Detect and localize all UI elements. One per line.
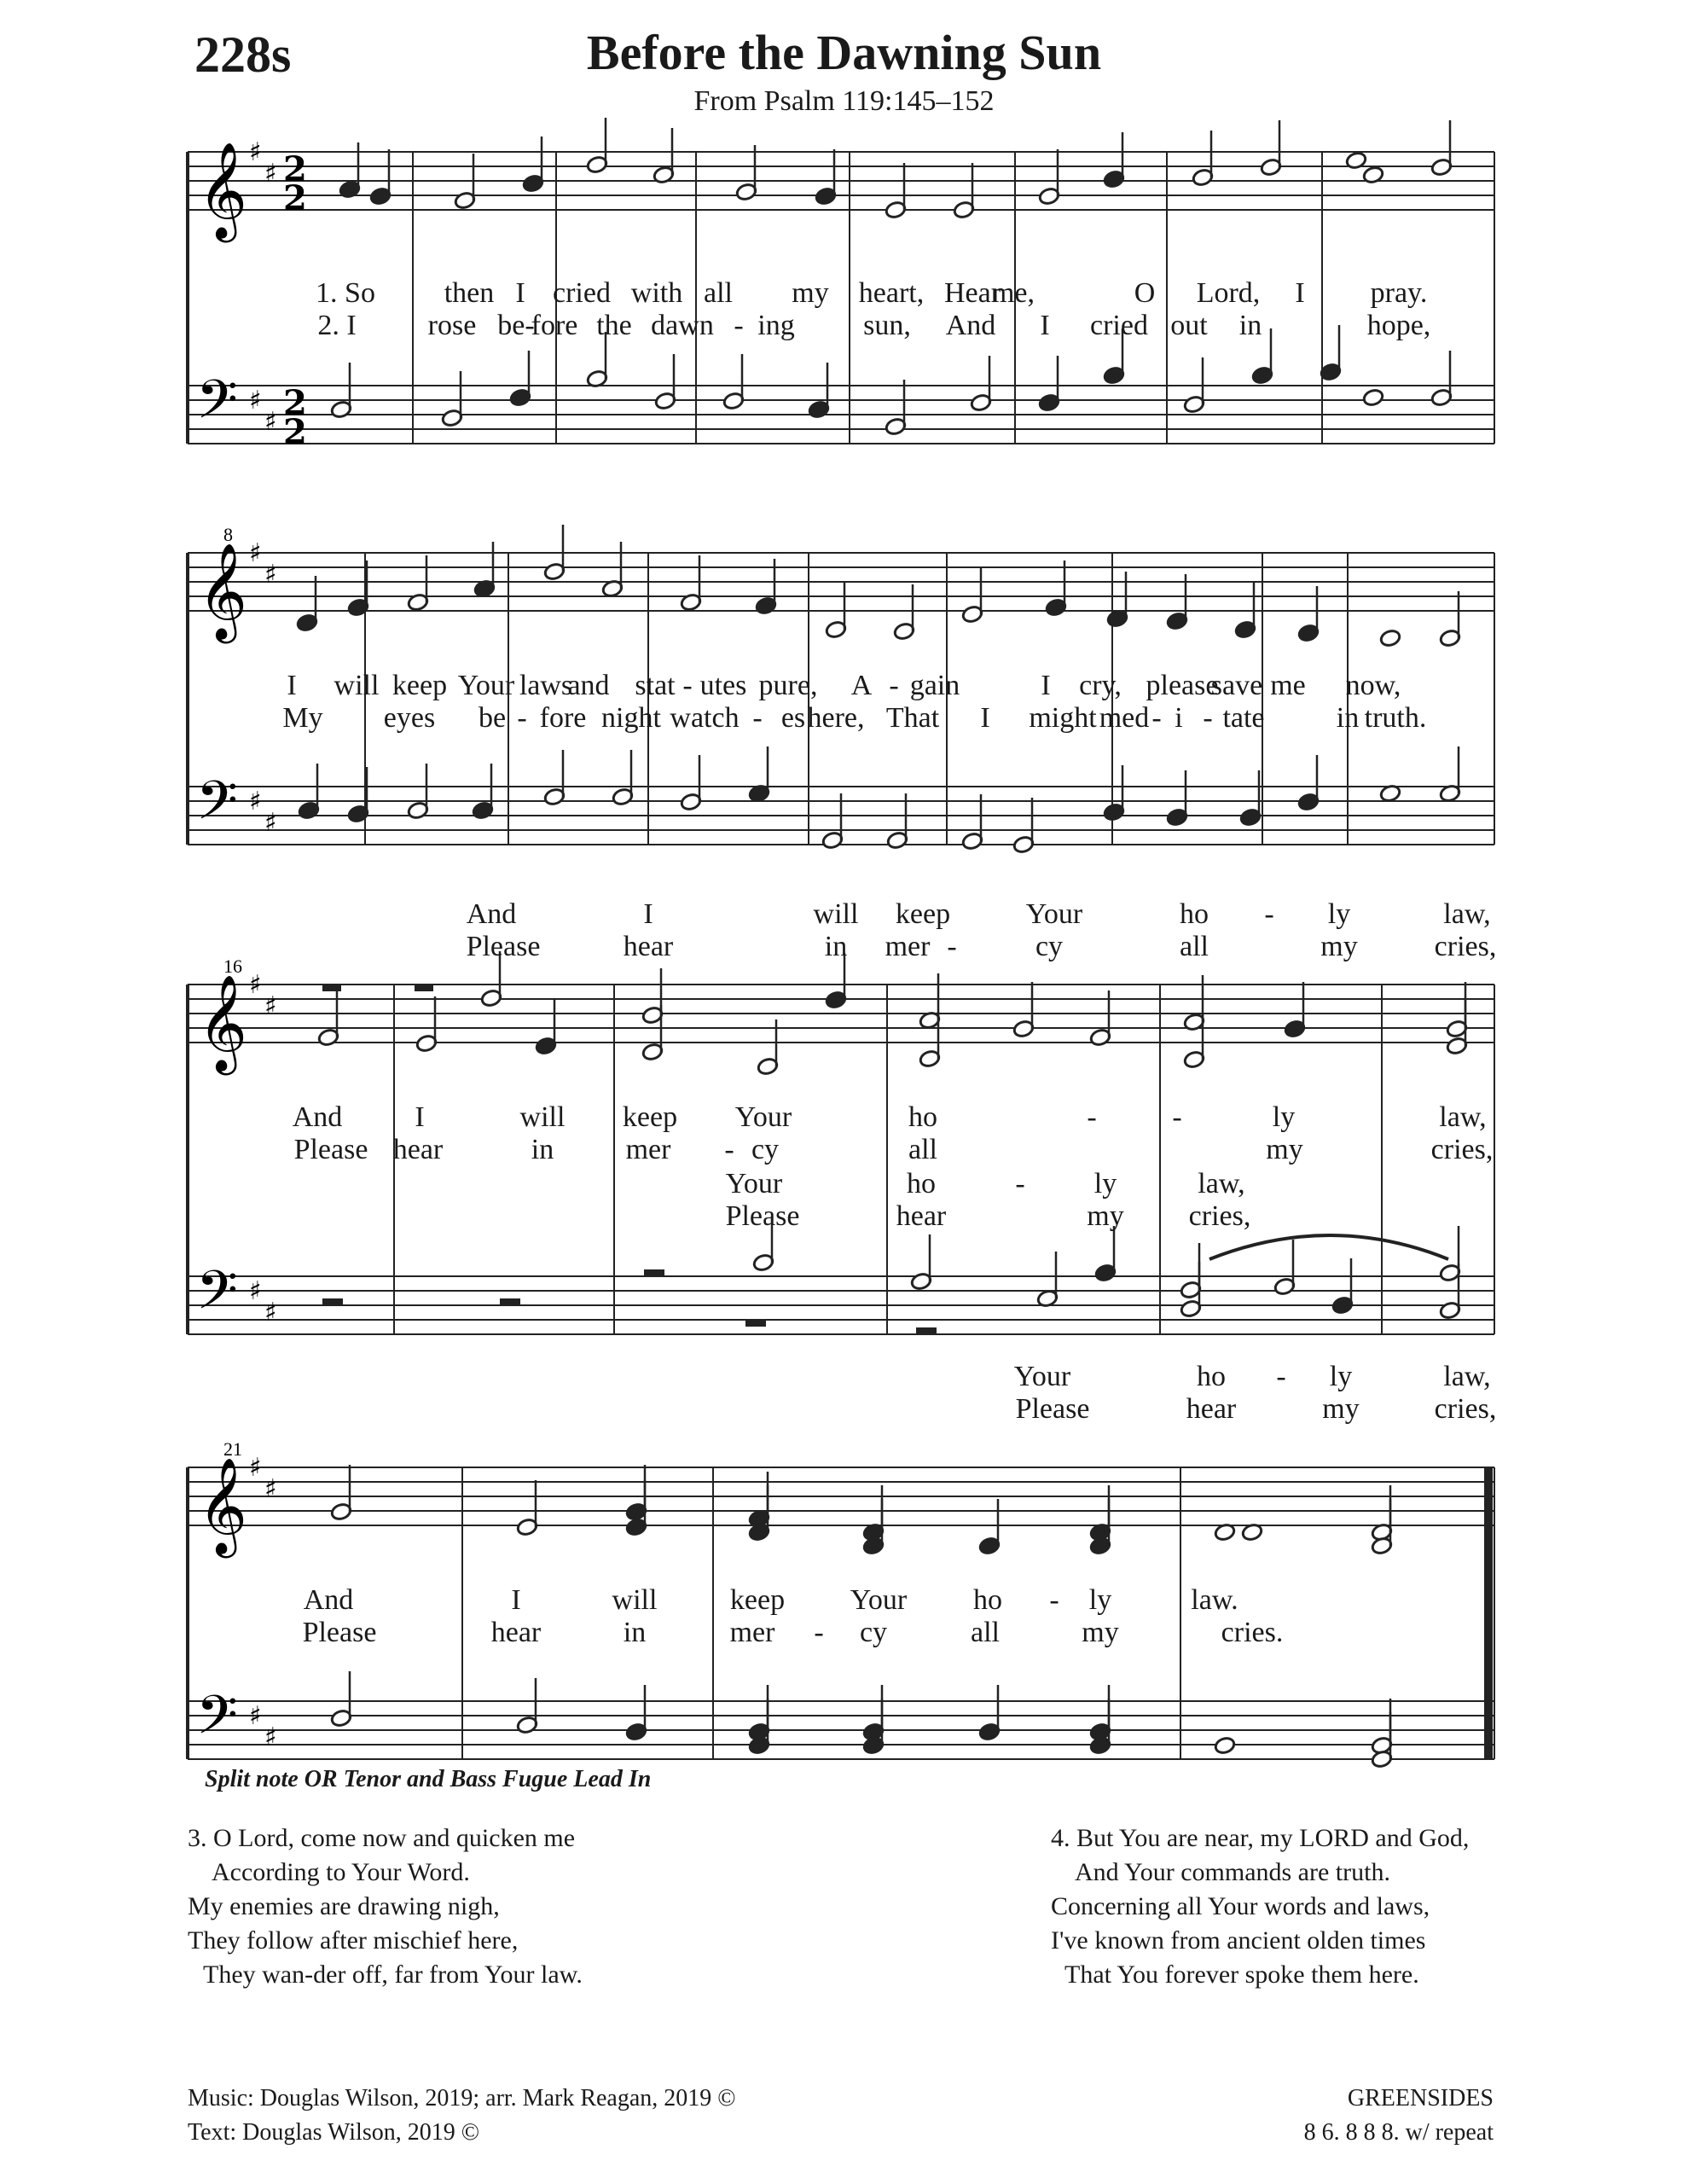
treble-clef-icon: 𝄞 (198, 974, 247, 1072)
bass-clef-icon: 𝄢 (196, 1258, 238, 1334)
lyric-verse-2: cy (859, 1617, 888, 1648)
lyric-verse-2: in (623, 1617, 647, 1648)
lyric-tenor-verse-1: ho (907, 1168, 936, 1199)
lyric-bass-verse-1: Your (1013, 1361, 1071, 1392)
lyric-verse-2: be (478, 702, 507, 734)
lyric-tenor-verse-2: hear (896, 1200, 947, 1232)
lyric-soprano-verse-1: ho (1180, 898, 1209, 930)
sharp-icon: ♯ (264, 808, 277, 838)
lyric-tenor-verse-2: cries, (1188, 1200, 1251, 1232)
lyric-verse-1: then (444, 277, 495, 309)
sharp-icon: ♯ (249, 386, 262, 415)
tune-info (1304, 2082, 1494, 2150)
lyric-verse-2: fore (539, 702, 587, 734)
lyric-verse-1: Hear (943, 277, 1001, 309)
sharp-icon: ♯ (249, 1276, 262, 1306)
lyric-alto-verse-2: cy (751, 1134, 780, 1165)
rest-icon (322, 985, 341, 991)
lyric-verse-1: stat (635, 670, 676, 701)
lyric-soprano-verse-1: I (643, 898, 653, 930)
lyric-verse-2: dawn (651, 310, 714, 341)
treble-clef-icon: 𝄞 (198, 142, 247, 239)
lyric-verse-1: all (704, 277, 733, 309)
verse-4-line-1: 4. But You are near, my LORD and God, (1051, 1824, 1470, 1852)
system1-bass-note (1362, 388, 1384, 408)
lyric-soprano-verse-2: Please (466, 931, 541, 962)
lyric-bass-verse-1: ly (1329, 1361, 1353, 1392)
hymn-title: Before the Dawning Sun (586, 25, 1102, 80)
lyric-verse-1: I (511, 1584, 521, 1616)
sharp-icon: ♯ (264, 407, 277, 437)
measure-number: 21 (223, 1438, 242, 1460)
lyric-tenor-verse-1: - (1015, 1168, 1025, 1199)
music-credit: Music: Douglas Wilson, 2019; arr. Mark Reagan, 2019 © (188, 2085, 736, 2111)
lyric-verse-2: - (814, 1617, 824, 1648)
time-signature: 2 (283, 383, 307, 423)
lyric-alto-verse-1: Your (734, 1101, 792, 1133)
measure-number: 8 (223, 524, 233, 545)
lyric-verse-1: And (303, 1584, 354, 1616)
lyric-verse-1: with (630, 277, 683, 309)
lyric-soprano-verse-2: mer (885, 931, 931, 962)
sharp-icon: ♯ (249, 538, 262, 568)
lyric-verse-1: gain (909, 670, 960, 701)
lyric-verse-1: me, (991, 277, 1035, 309)
lyric-verse-1: cry, (1079, 670, 1122, 701)
lyric-verse-2: truth. (1364, 702, 1427, 734)
tune-name: GREENSIDES (1347, 2085, 1494, 2111)
sharp-icon: ♯ (264, 991, 277, 1021)
lyric-verse-2: here, (807, 702, 865, 734)
lyric-alto-verse-1: ly (1272, 1101, 1296, 1133)
bass-clef-icon: 𝄢 (196, 1683, 238, 1759)
lyric-verse-2: Please (302, 1617, 377, 1648)
lyric-alto-verse-2: hear (392, 1134, 444, 1165)
sharp-icon: ♯ (249, 1701, 262, 1731)
lyric-bass-verse-2: my (1322, 1393, 1360, 1425)
lyric-verse-1: - (889, 670, 899, 701)
lyric-verse-1: I (515, 277, 525, 309)
sharp-icon: ♯ (249, 787, 262, 816)
lyric-verse-1: 1. So (316, 277, 375, 309)
lyric-verse-2: cried (1090, 310, 1148, 341)
lyric-verse-2: - (752, 702, 763, 734)
lyric-verse-1: Your (457, 670, 515, 701)
lyric-alto-verse-2: my (1266, 1134, 1303, 1165)
lyric-verse-1: A (850, 670, 873, 701)
lyric-tenor-verse-2: my (1087, 1200, 1124, 1232)
lyric-verse-1: my (792, 277, 829, 309)
lyric-verse-2: hear (490, 1617, 542, 1648)
lyric-tenor-verse-1: Your (725, 1168, 783, 1199)
lyric-alto-verse-1: And (292, 1101, 343, 1133)
verse-3 (188, 1821, 583, 1992)
time-signature: 2 (283, 178, 307, 218)
sharp-icon: ♯ (264, 1722, 277, 1752)
lyric-alto-verse-2: cries, (1430, 1134, 1494, 1165)
tune-meter: 8 6. 8 8 8. w/ repeat (1303, 2119, 1494, 2146)
lyric-alto-verse-1: - (1172, 1101, 1182, 1133)
verse-4-line-2: And Your commands are truth. (1075, 1858, 1390, 1886)
lyric-alto-verse-2: - (724, 1134, 734, 1165)
lyric-soprano-verse-2: hear (623, 931, 674, 962)
lyric-tenor-verse-1: law, (1198, 1168, 1245, 1199)
lyric-verse-2: med (1099, 702, 1150, 734)
text-credit: Text: Douglas Wilson, 2019 © (188, 2119, 479, 2146)
slur (1209, 1235, 1448, 1259)
lyric-verse-1: pray. (1370, 277, 1428, 309)
lyric-soprano-verse-2: - (947, 931, 957, 962)
measure-number: 16 (223, 956, 242, 977)
lyric-soprano-verse-2: my (1320, 931, 1358, 962)
lyric-verse-1: I (1041, 670, 1051, 701)
lyric-verse-2: watch (670, 702, 740, 734)
lyric-verse-1: ly (1088, 1584, 1112, 1616)
verse-4-line-5: That You forever spoke them here. (1064, 1960, 1419, 1989)
rest-icon (500, 1298, 520, 1306)
sharp-icon: ♯ (264, 560, 277, 590)
lyric-verse-1: and (567, 670, 610, 701)
lyric-verse-2: sun, (863, 310, 911, 341)
sharp-icon: ♯ (264, 1474, 277, 1504)
lyric-verse-2: cries. (1221, 1617, 1284, 1648)
lyric-verse-2: in (1238, 310, 1262, 341)
bass-clef-icon: 𝄢 (196, 368, 238, 444)
lyric-alto-verse-1: I (415, 1101, 425, 1133)
system2-treble-note (1379, 629, 1401, 648)
lyric-verse-1: heart, (858, 277, 925, 309)
lyric-verse-1: will (334, 670, 380, 701)
lyric-verse-1: ho (973, 1584, 1002, 1616)
lyric-verse-1: me (1270, 670, 1306, 701)
lyric-bass-verse-1: ho (1197, 1361, 1226, 1392)
lyric-verse-2: - (1203, 702, 1213, 734)
lyric-verse-1: will (612, 1584, 658, 1616)
lyric-verse-1: keep (729, 1584, 786, 1616)
lyric-bass-verse-1: law, (1443, 1361, 1491, 1392)
hymn-number: 228s (194, 26, 292, 83)
lyric-verse-2: eyes (383, 702, 436, 734)
lyric-verse-1: save (1210, 670, 1263, 701)
lyric-tenor-verse-2: Please (725, 1200, 800, 1232)
lyric-bass-verse-2: hear (1186, 1393, 1237, 1425)
lyric-verse-2: es (780, 702, 806, 734)
lyric-verse-1: O (1134, 277, 1156, 309)
lyric-verse-2: fore (531, 310, 578, 341)
lyric-verse-2: out (1170, 310, 1208, 341)
lyric-bass-verse-1: - (1276, 1361, 1286, 1392)
lyric-verse-1: keep (392, 670, 448, 701)
lyric-verse-2: - (517, 702, 527, 734)
lyric-soprano-verse-2: in (824, 931, 848, 962)
lyric-soprano-verse-1: will (813, 898, 859, 930)
lyric-verse-2: 2. I (317, 310, 357, 341)
lyric-alto-verse-2: in (531, 1134, 554, 1165)
lyric-alto-verse-2: Please (293, 1134, 368, 1165)
lyric-soprano-verse-2: cries, (1434, 931, 1497, 962)
lyric-verse-1: pure, (758, 670, 818, 701)
lyric-verse-2: I (980, 702, 990, 734)
lyric-verse-2: night (601, 702, 661, 734)
lyric-verse-1: I (287, 670, 297, 701)
rest-icon (916, 1327, 937, 1335)
rest-icon (644, 1269, 664, 1277)
lyric-bass-verse-2: cries, (1434, 1393, 1497, 1425)
lyric-alto-verse-1: - (1087, 1101, 1097, 1133)
sharp-icon: ♯ (249, 1453, 262, 1483)
lyric-soprano-verse-1: law, (1443, 898, 1491, 930)
lyric-soprano-verse-1: - (1264, 898, 1274, 930)
treble-clef-icon: 𝄞 (198, 1457, 247, 1554)
lyric-alto-verse-2: mer (625, 1134, 671, 1165)
verse-4-line-4: I've known from ancient olden times (1051, 1926, 1426, 1955)
time-signature: 2 (283, 412, 307, 452)
lyric-soprano-verse-2: all (1180, 931, 1209, 962)
lyric-bass-verse-2: Please (1015, 1393, 1090, 1425)
lyric-verse-1: now, (1345, 670, 1401, 701)
lyric-soprano-verse-1: Your (1025, 898, 1083, 930)
lyric-alto-verse-1: will (519, 1101, 566, 1133)
lyric-verse-2: in (1336, 702, 1360, 734)
hymn-source: From Psalm 119:145–152 (693, 85, 995, 117)
verse-3-line-3: My enemies are drawing nigh, (188, 1892, 500, 1920)
treble-clef-icon: 𝄞 (198, 543, 247, 640)
bass-clef-icon: 𝄢 (196, 769, 238, 845)
rest-icon (745, 1319, 766, 1327)
lyric-verse-1: law. (1191, 1584, 1238, 1616)
lyric-verse-2: hope, (1366, 310, 1431, 341)
lyric-alto-verse-1: keep (622, 1101, 678, 1133)
lyric-verse-2: rose (427, 310, 477, 341)
lyric-soprano-verse-1: keep (895, 898, 951, 930)
verse-3-line-5: They wan-der off, far from Your law. (203, 1960, 583, 1989)
lyric-verse-1: Lord, (1196, 277, 1261, 309)
lyric-verse-1: Your (850, 1584, 908, 1616)
rest-icon (322, 1298, 343, 1306)
time-signature: 2 (283, 149, 307, 189)
lyric-alto-verse-1: law, (1439, 1101, 1487, 1133)
verse-3-line-1: 3. O Lord, come now and quicken me (188, 1824, 576, 1852)
lyric-verse-1: please (1146, 670, 1219, 701)
lyric-verse-2: My (282, 702, 323, 734)
lyric-soprano-verse-2: cy (1035, 931, 1064, 962)
lyric-verse-2: be- (497, 310, 535, 341)
lyric-verse-2: ing (757, 310, 795, 341)
verse-3-line-4: They follow after mischief here, (188, 1926, 519, 1955)
sharp-icon: ♯ (249, 970, 262, 1000)
lyric-soprano-verse-1: ly (1327, 898, 1351, 930)
lyric-soprano-verse-1: And (466, 898, 517, 930)
lyric-verse-2: And (945, 310, 996, 341)
lyric-verse-2: all (971, 1617, 1000, 1648)
lyric-verse-2: - (734, 310, 744, 341)
verse-4-line-3: Concerning all Your words and laws, (1051, 1892, 1430, 1920)
credits (188, 2082, 736, 2150)
sharp-icon: ♯ (249, 137, 262, 167)
lyric-verse-1: I (1295, 277, 1305, 309)
performance-note: Split note OR Tenor and Bass Fugue Lead In (205, 1766, 652, 1792)
sharp-icon: ♯ (264, 159, 277, 189)
lyric-verse-2: my (1082, 1617, 1119, 1648)
final-barline (1484, 1701, 1493, 1759)
lyric-verse-1: utes (699, 670, 747, 701)
verse-4 (1051, 1821, 1469, 1992)
lyric-verse-2: - (1151, 702, 1162, 734)
lyric-verse-2: That (885, 702, 940, 734)
lyric-verse-2: might (1029, 702, 1097, 734)
lyric-verse-2: I (1040, 310, 1050, 341)
lyric-verse-1: cried (553, 277, 611, 309)
lyric-verse-1: - (682, 670, 693, 701)
lyric-verse-1: - (1049, 1584, 1059, 1616)
lyric-verse-1: laws (519, 670, 573, 701)
lyric-tenor-verse-1: ly (1093, 1168, 1117, 1199)
verse-3-line-2: According to Your Word. (212, 1858, 470, 1886)
lyric-alto-verse-2: all (908, 1134, 937, 1165)
lyric-verse-2: mer (729, 1617, 775, 1648)
rest-icon (415, 985, 433, 991)
lyric-verse-2: the (596, 310, 632, 341)
lyric-verse-2: i (1175, 702, 1183, 734)
lyric-alto-verse-1: ho (908, 1101, 937, 1133)
system4-bass-note (1214, 1736, 1236, 1756)
sharp-icon: ♯ (264, 1298, 277, 1327)
lyric-verse-2: tate (1222, 702, 1265, 734)
